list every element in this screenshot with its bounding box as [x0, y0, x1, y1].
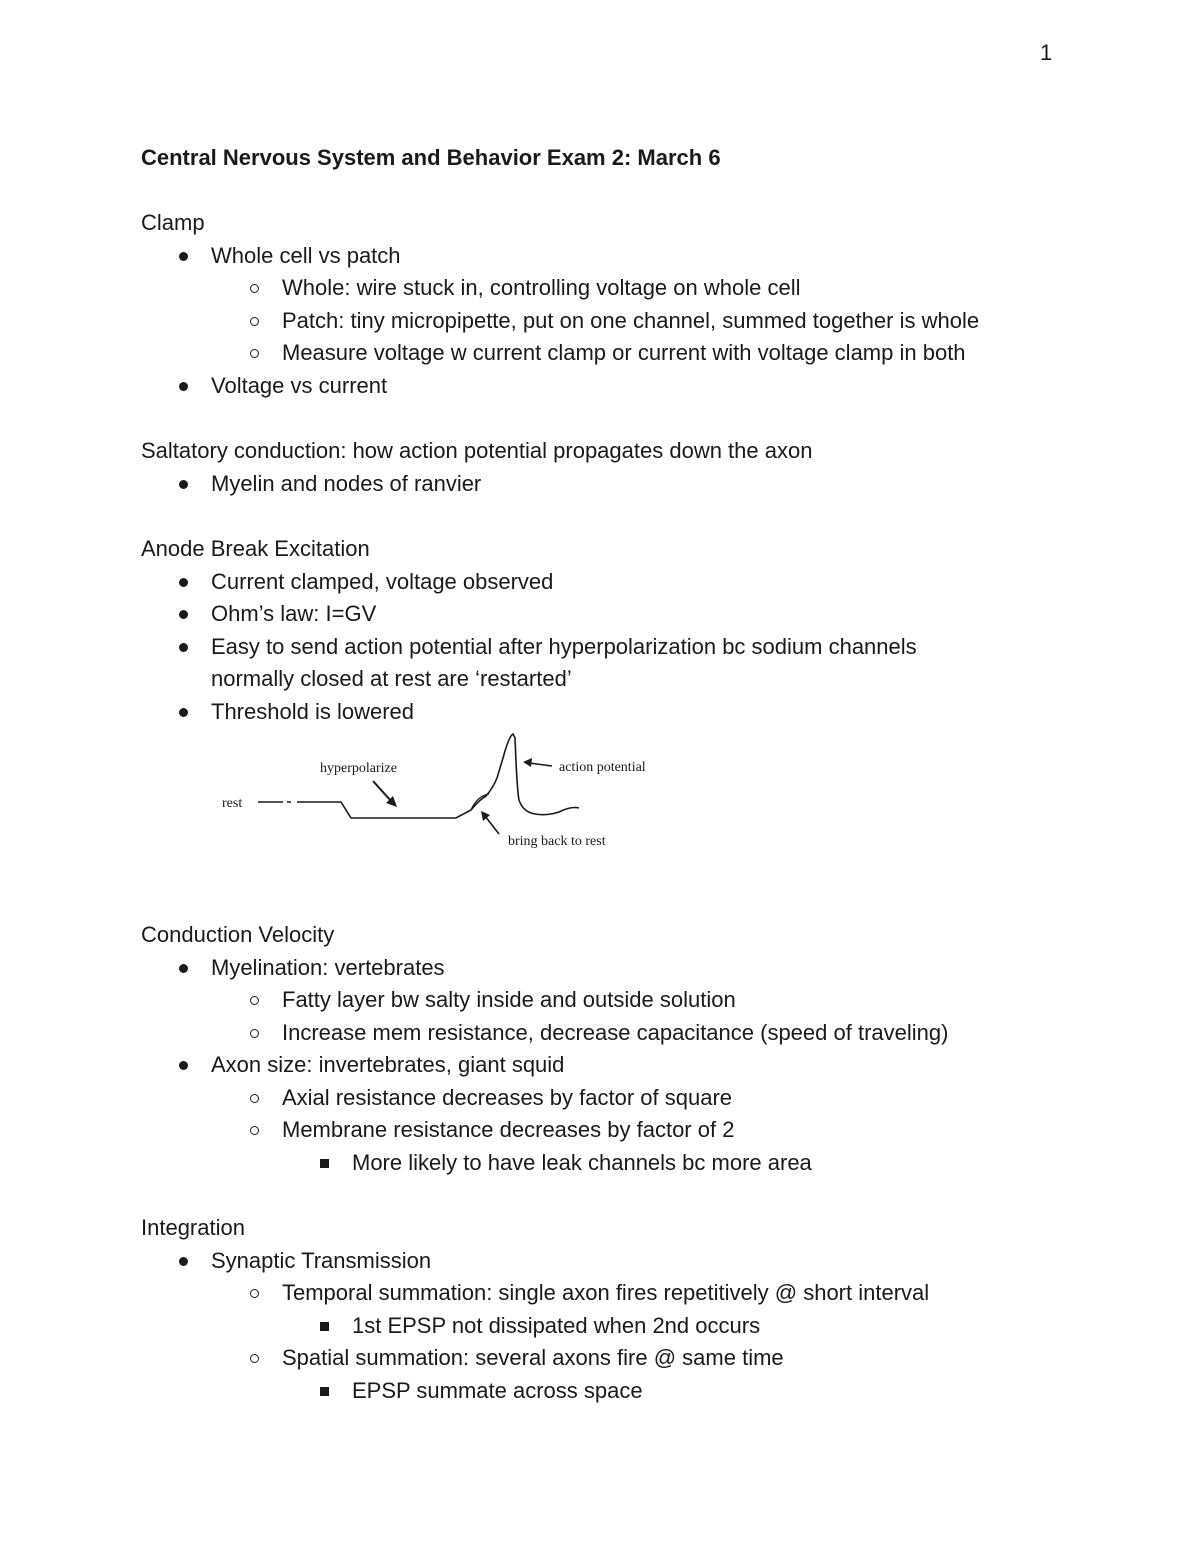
sub-sub-list-item	[141, 1310, 1101, 1343]
list-item	[141, 370, 1101, 403]
document-body	[141, 140, 1101, 1407]
sub-list-item-text: Membrane resistance decreases by factor of 2	[282, 1114, 1101, 1147]
sub-sub-list-item-text: 1st EPSP not dissipated when 2nd occurs	[352, 1310, 1101, 1343]
sub-sub-list	[141, 1375, 1101, 1408]
section-integration	[141, 1212, 1101, 1407]
list-item-text: Myelination: vertebrates	[211, 952, 1101, 985]
bullet-list	[141, 468, 1101, 501]
list-item-text: Voltage vs current	[211, 370, 1101, 403]
page-number: 1	[1040, 40, 1053, 65]
list-item	[141, 598, 1101, 631]
list-item-text: Myelin and nodes of ranvier	[211, 468, 1101, 501]
hyperpolarize-arrow	[373, 781, 392, 802]
sub-sub-list-item	[141, 1147, 1101, 1180]
sub-list-item-text: Fatty layer bw salty inside and outside solution	[282, 984, 1101, 1017]
list-item	[141, 631, 1101, 696]
sub-list-item	[141, 1277, 1101, 1342]
sub-list-item	[141, 1114, 1101, 1179]
sub-sub-list-item-text: More likely to have leak channels bc more area	[352, 1147, 1101, 1180]
sub-list-item-text: Axial resistance decreases by factor of square	[282, 1082, 1101, 1115]
sub-sub-list	[141, 1310, 1101, 1343]
sub-list-item	[141, 337, 1101, 370]
hyperpolarize-label: hyperpolarize	[320, 761, 397, 776]
section-heading: Saltatory conduction: how action potential propagates down the axon	[141, 438, 813, 463]
list-item	[141, 566, 1101, 599]
section-conduction-velocity	[141, 919, 1101, 1179]
sub-list	[141, 984, 1101, 1049]
bullet-list	[141, 1245, 1101, 1408]
list-item	[141, 1245, 1101, 1408]
bring-back-label: bring back to rest	[508, 834, 606, 849]
sub-list-item-text: Whole: wire stuck in, controlling voltage on whole cell	[282, 272, 1101, 305]
sub-list-item	[141, 984, 1101, 1017]
sub-list-item	[141, 1342, 1101, 1407]
list-item	[141, 240, 1101, 370]
section-clamp	[141, 207, 1101, 402]
action-potential-arrowhead	[523, 758, 532, 767]
list-item-text: Axon size: invertebrates, giant squid	[211, 1049, 1101, 1082]
sub-list-item	[141, 305, 1101, 338]
sub-list-item-text: Temporal summation: single axon fires repetitively @ short interval	[282, 1277, 1101, 1310]
sub-sub-list-item	[141, 1375, 1101, 1408]
document-title: Central Nervous System and Behavior Exam 2: March 6	[141, 145, 721, 170]
anode-break-diagram	[141, 730, 1101, 885]
list-item-text: Easy to send action potential after hyperpolarization bc sodium channels normally closed at rest are ‘restarted’	[211, 631, 991, 696]
action-potential-figure	[141, 730, 1101, 885]
list-item-text: Synaptic Transmission	[211, 1245, 1101, 1278]
sub-list-item	[141, 272, 1101, 305]
sub-list-item	[141, 1082, 1101, 1115]
bullet-list	[141, 566, 1101, 729]
rest-label: rest	[222, 796, 243, 811]
section-saltatory	[141, 435, 1101, 500]
section-heading: Integration	[141, 1215, 245, 1240]
sub-list-item	[141, 1017, 1101, 1050]
list-item-text: Whole cell vs patch	[211, 240, 1101, 273]
sub-list-item-text: Spatial summation: several axons fire @ same time	[282, 1342, 1101, 1375]
section-anode-break	[141, 533, 1101, 885]
section-heading: Conduction Velocity	[141, 922, 335, 947]
list-item	[141, 1049, 1101, 1179]
section-heading: Anode Break Excitation	[141, 536, 370, 561]
action-potential-arrow	[529, 763, 552, 766]
sub-sub-list	[141, 1147, 1101, 1180]
sub-sub-list-item-text: EPSP summate across space	[352, 1375, 1101, 1408]
section-heading: Clamp	[141, 210, 205, 235]
list-item	[141, 468, 1101, 501]
bullet-list	[141, 952, 1101, 1180]
membrane-potential-trace	[258, 734, 579, 818]
sub-list	[141, 1082, 1101, 1180]
action-potential-label: action potential	[559, 760, 646, 775]
sub-list-item-text: Increase mem resistance, decrease capacitance (speed of traveling)	[282, 1017, 1101, 1050]
sub-list	[141, 272, 1101, 370]
bullet-list	[141, 240, 1101, 403]
list-item-text: Current clamped, voltage observed	[211, 566, 1101, 599]
sub-list-item-text: Patch: tiny micropipette, put on one channel, summed together is whole	[282, 305, 1101, 338]
bring-back-arrow	[485, 816, 499, 834]
sub-list	[141, 1277, 1101, 1407]
list-item	[141, 952, 1101, 1050]
sub-list-item-text: Measure voltage w current clamp or current with voltage clamp in both	[282, 337, 1101, 370]
list-item	[141, 696, 1101, 729]
list-item-text: Ohm’s law: I=GV	[211, 598, 1101, 631]
list-item-text: Threshold is lowered	[211, 696, 1101, 729]
